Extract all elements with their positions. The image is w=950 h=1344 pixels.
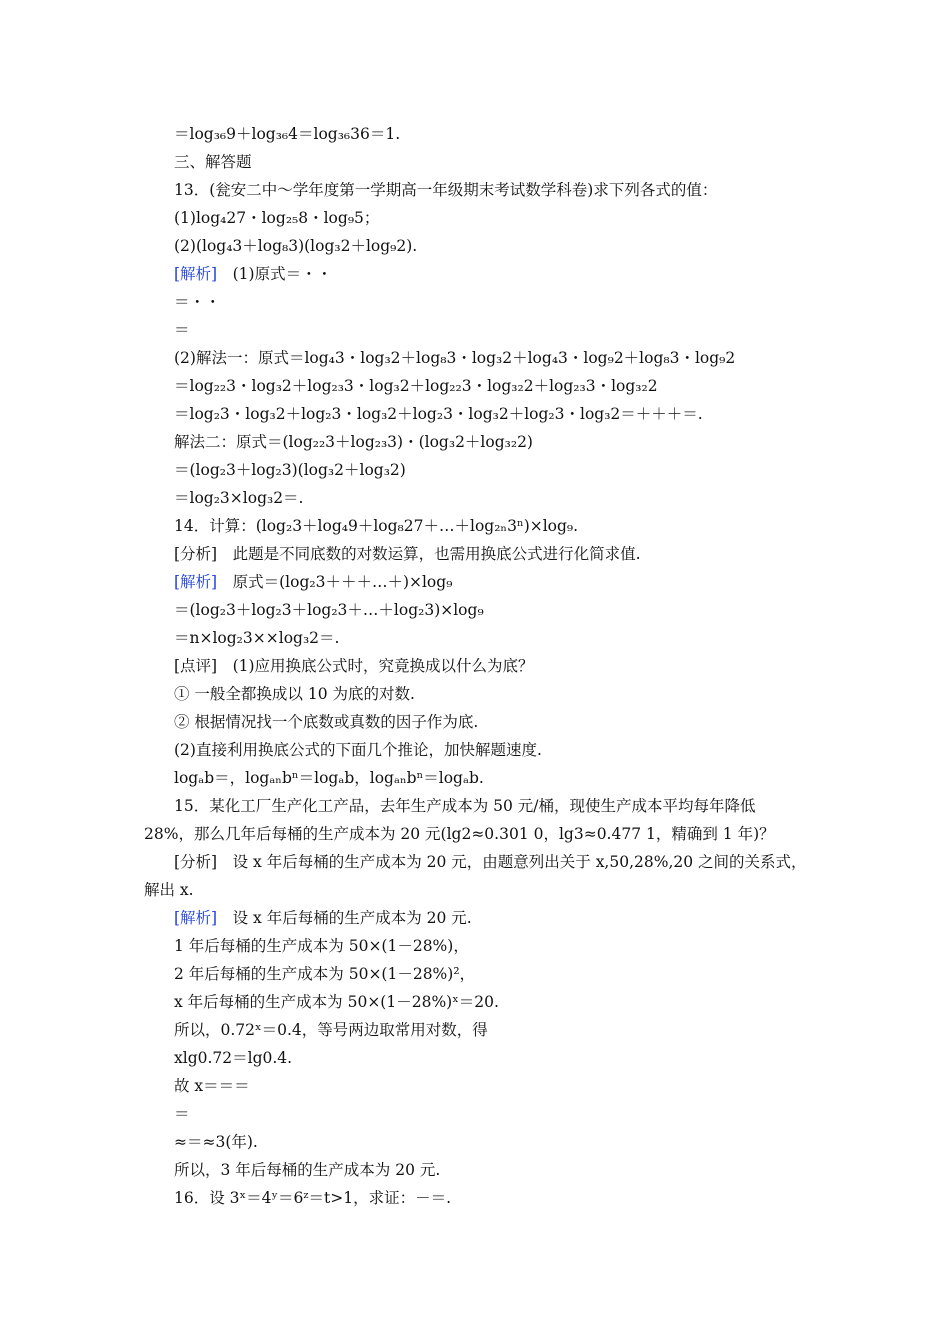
text-line: x 年后每桶的生产成本为 50×(1－28%)ˣ＝20. — [174, 993, 499, 1011]
text-line: ＝log₂₂3・log₃2＋log₂₃3・log₃2＋log₂₂3・log₃₂2＋log₂₃3・log₃₂2 — [174, 377, 658, 395]
solution-line — [174, 908, 472, 930]
problem-13-statement: 13．(瓮安二中～学年度第一学期高一年级期末考试数学科卷)求下列各式的值： — [174, 181, 718, 199]
text-line: ＝log₂3・log₃2＋log₂3・log₃2＋log₂3・log₃2＋log₂3・log₃2＝＋＋＋＝. — [174, 405, 703, 423]
text-line: 1 年后每桶的生产成本为 50×(1－28%)， — [174, 937, 469, 955]
text-line: ＝(log₂3＋log₂3)(log₃2＋log₃2) — [174, 461, 406, 479]
solution-text: 设 x 年后每桶的生产成本为 20 元. — [217, 909, 472, 927]
text-line: xlg0.72＝lg0.4. — [174, 1049, 293, 1067]
analysis-continued: 解出 x. — [144, 881, 194, 899]
problem-16-statement: 16．设 3ˣ＝4ʸ＝6ᶻ＝t>1，求证：－＝. — [174, 1189, 451, 1207]
solution-tag: [解析] — [174, 573, 218, 591]
text-line: 2 年后每桶的生产成本为 50×(1－28%)²， — [174, 965, 476, 983]
analysis-line: [分析] 设 x 年后每桶的生产成本为 20 元，由题意列出关于 x,50,28%,20 之间的关系式， — [174, 853, 807, 871]
problem-14-statement: 14．计算：(log₂3＋log₄9＋log₈27＋…＋log₂ₙ3ⁿ)×log₉. — [174, 517, 579, 535]
solution-tag: [解析] — [174, 909, 218, 927]
problem-15-continued: 28%，那么几年后每桶的生产成本为 20 元(lg2≈0.301 0，lg3≈0.477 1，精确到 1 年)？ — [144, 825, 775, 843]
text-line: (2)解法一：原式＝log₄3・log₃2＋log₈3・log₃2＋log₄3・log₉2＋log₈3・log₉2 — [174, 349, 736, 367]
solution-tag: [解析] — [174, 265, 218, 283]
solution-line — [174, 264, 332, 286]
text-line: 所以，0.72ˣ＝0.4，等号两边取常用对数，得 — [174, 1021, 488, 1039]
text-line: ＝log₂3×log₃2＝. — [174, 489, 304, 507]
comment-line: [点评] (1)应用换底公式时，究竟换成以什么为底？ — [174, 657, 534, 675]
text-line: ① 一般全都换成以 10 为底的对数. — [174, 685, 415, 703]
solution-text: 原式＝(log₂3＋＋＋…＋)×log₉ — [217, 573, 453, 591]
text-line: ＝log₃₆9＋log₃₆4＝log₃₆36＝1. — [174, 125, 401, 143]
text-line: ＝・・ — [174, 293, 221, 311]
section-heading: 三、解答题 — [174, 153, 252, 171]
solution-line — [174, 572, 452, 594]
problem-15-statement: 15．某化工厂生产化工产品，去年生产成本为 50 元/桶，现使生产成本平均每年降低 — [174, 797, 756, 815]
text-line: ＝(log₂3＋log₂3＋log₂3＋…＋log₂3)×log₉ — [174, 601, 484, 619]
text-line: ≈＝≈3(年). — [174, 1133, 258, 1151]
text-line: ＝ — [174, 1105, 190, 1123]
text-line: (2)(log₄3＋log₈3)(log₃2＋log₉2). — [174, 237, 418, 255]
text-line: ＝ — [174, 321, 190, 339]
text-line: 故 x＝＝＝ — [174, 1077, 250, 1095]
text-line: (1)log₄27・log₂₅8・log₉5； — [174, 209, 380, 227]
analysis-line: [分析] 此题是不同底数的对数运算，也需用换底公式进行化简求值. — [174, 545, 641, 563]
text-line: (2)直接利用换底公式的下面几个推论，加快解题速度. — [174, 741, 542, 759]
text-line: 所以，3 年后每桶的生产成本为 20 元. — [174, 1161, 441, 1179]
solution-text: (1)原式＝・・ — [217, 265, 333, 283]
text-line: ＝n×log₂3××log₃2＝. — [174, 629, 340, 647]
formula-line: logₐb＝，logₐₙbⁿ＝logₐb，logₐₙbⁿ＝logₐb. — [174, 769, 484, 787]
text-line: 解法二：原式＝(log₂₂3＋log₂₃3)・(log₃2＋log₃₂2) — [174, 433, 533, 451]
text-line: ② 根据情况找一个底数或真数的因子作为底. — [174, 713, 479, 731]
